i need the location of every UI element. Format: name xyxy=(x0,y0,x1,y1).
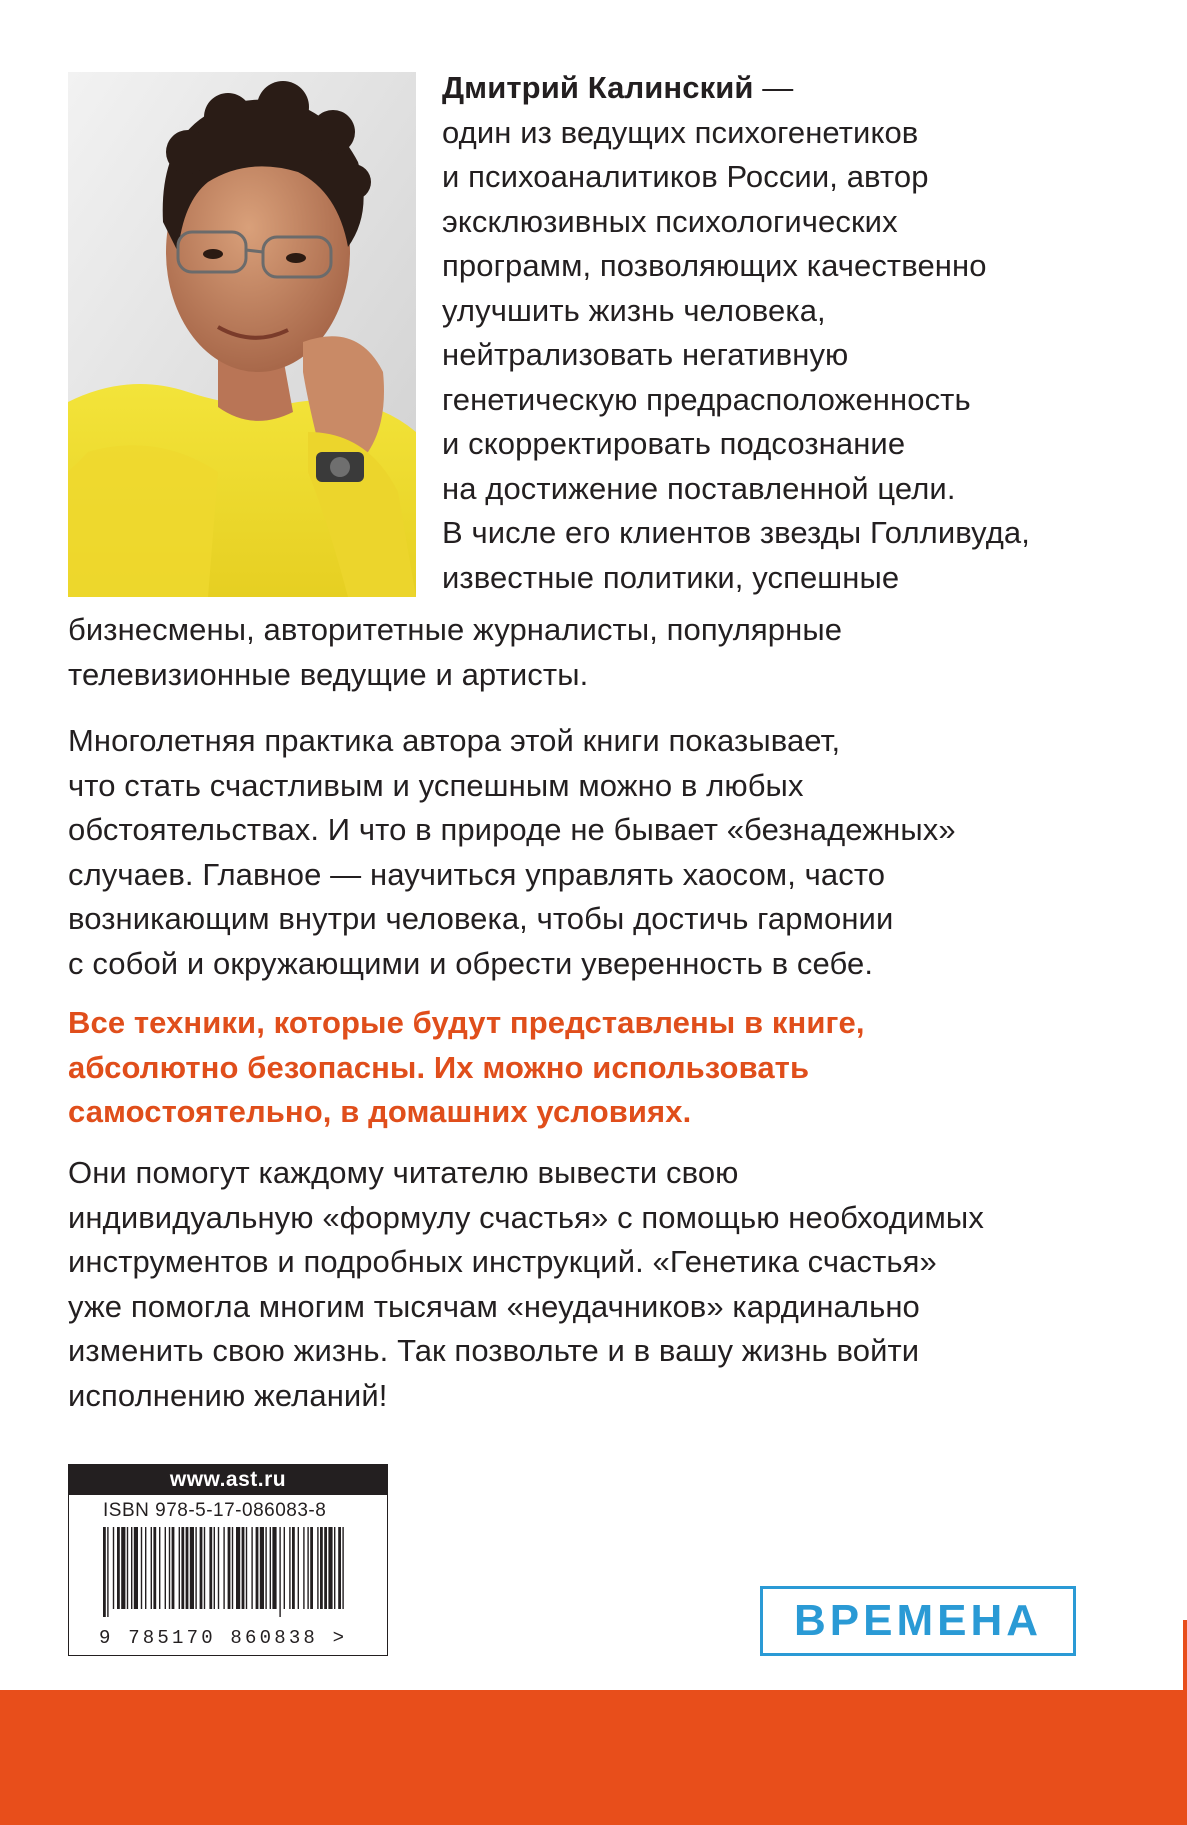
paragraph-line: обстоятельствах. И что в природе не бывает «безнадежных» xyxy=(68,812,956,847)
barcode-bar xyxy=(209,1527,212,1609)
bio-line: и психоаналитиков России, автор xyxy=(442,159,929,194)
bio-line: телевизионные ведущие и артисты. xyxy=(68,656,589,692)
paragraph-line: исполнению желаний! xyxy=(68,1377,388,1413)
barcode-bar xyxy=(127,1527,128,1609)
publisher-logo xyxy=(760,1586,1076,1656)
author-photo xyxy=(68,72,416,597)
barcode-bar xyxy=(223,1527,224,1609)
barcode-bar xyxy=(246,1527,247,1609)
barcode-bar xyxy=(260,1527,264,1609)
barcode-bar xyxy=(181,1527,184,1609)
barcode-bar xyxy=(169,1527,170,1609)
publisher-url: www.ast.ru xyxy=(69,1465,387,1495)
barcode-bar xyxy=(141,1527,142,1609)
barcode-bar xyxy=(303,1527,304,1609)
barcode-bar xyxy=(307,1527,308,1609)
barcode-bar xyxy=(103,1527,106,1617)
highlight-paragraph xyxy=(68,1001,1128,1135)
barcode-bars xyxy=(103,1527,353,1623)
author-bio-continued xyxy=(68,608,1128,697)
barcode-bar xyxy=(214,1527,215,1609)
paragraph-line: уже помогла многим тысячам «неудачников» кардинально xyxy=(68,1288,920,1324)
barcode-bar xyxy=(328,1527,332,1609)
highlight-line: Все техники, которые будут представлены в книге, xyxy=(68,1005,865,1040)
paragraph-line: случаев. Главное — научиться управлять хаосом, часто xyxy=(68,856,886,892)
barcode-bar xyxy=(195,1527,196,1609)
barcode-bar xyxy=(134,1527,138,1609)
barcode-bar xyxy=(151,1527,152,1609)
barcode-bar xyxy=(232,1527,233,1609)
barcode-bar xyxy=(324,1527,327,1609)
barcode-bar xyxy=(236,1527,240,1609)
barcode-bar xyxy=(284,1527,285,1609)
barcode-bar xyxy=(298,1527,299,1609)
author-bio-intro xyxy=(442,66,1132,600)
barcode-bar xyxy=(251,1527,252,1609)
author-name: Дмитрий Калинский xyxy=(442,70,754,105)
barcode-bar xyxy=(342,1527,343,1609)
barcode-bar xyxy=(242,1527,245,1609)
barcode-bar xyxy=(165,1527,166,1609)
paragraph-line: изменить свою жизнь. Так позвольте и в вашу жизнь войти xyxy=(68,1333,920,1368)
barcode-bar xyxy=(228,1527,231,1609)
isbn-barcode-block xyxy=(68,1464,388,1656)
barcode-bar xyxy=(265,1527,266,1609)
barcode-bar xyxy=(317,1527,318,1609)
publisher-logo-text: ВРЕМЕНА xyxy=(793,1596,1043,1645)
barcode-bar xyxy=(320,1527,323,1609)
bio-line: известные политики, успешные xyxy=(442,559,900,595)
barcode-bar xyxy=(256,1527,259,1609)
barcode-bar xyxy=(131,1527,132,1609)
barcode-bar xyxy=(338,1527,341,1609)
barcode-bar xyxy=(334,1527,335,1609)
barcode-bar xyxy=(289,1527,290,1609)
barcode-bar xyxy=(117,1527,120,1609)
bio-line: на достижение поставленной цели. xyxy=(442,470,956,506)
bio-line: генетическую предрасположенность xyxy=(442,381,971,417)
barcode-bar xyxy=(145,1527,146,1609)
barcode-bar xyxy=(159,1527,160,1609)
paragraph-line: индивидуальную «формулу счастья» с помощью необходимых xyxy=(68,1199,984,1235)
bio-line: и скорректировать подсознание xyxy=(442,426,906,461)
paragraph-line: Многолетняя практика автора этой книги показывает, xyxy=(68,723,841,758)
bio-line: один из ведущих психогенетиков xyxy=(442,114,919,150)
barcode-bar xyxy=(292,1527,295,1609)
barcode-bar xyxy=(200,1527,203,1609)
bio-line: программ, позволяющих качественно xyxy=(442,248,987,283)
bio-line: эксклюзивных психологических xyxy=(442,203,898,239)
highlight-line: самостоятельно, в домашних условиях. xyxy=(68,1094,692,1129)
barcode-bar xyxy=(218,1527,219,1609)
bottom-color-band xyxy=(0,1690,1187,1825)
paragraph-line: возникающим внутри человека, чтобы достичь гармонии xyxy=(68,901,894,936)
paragraph-line: что стать счастливым и успешным можно в любых xyxy=(68,767,804,803)
isbn-label: ISBN 978-5-17-086083-8 xyxy=(103,1500,327,1521)
paragraph-line: инструментов и подробных инструкций. «Генетика счастья» xyxy=(68,1244,937,1279)
barcode-bar xyxy=(204,1527,205,1609)
paragraph-line: с собой и окружающими и обрести уверенность в себе. xyxy=(68,945,874,981)
barcode-digits: 9 785170 860838 > xyxy=(99,1627,348,1649)
barcode-bar xyxy=(279,1527,280,1617)
highlight-line: абсолютно безопасны. Их можно использовать xyxy=(68,1049,810,1085)
barcode-bar xyxy=(272,1527,276,1609)
author-name-dash: — xyxy=(753,70,794,105)
cover-edge-strip xyxy=(1183,1620,1187,1700)
barcode-bar xyxy=(121,1527,125,1609)
practice-paragraph xyxy=(68,719,1128,986)
barcode-bar xyxy=(190,1527,194,1609)
barcode-bar xyxy=(172,1527,175,1609)
bio-line: В числе его клиентов звезды Голливуда, xyxy=(442,515,1030,550)
barcode-bar xyxy=(107,1527,108,1617)
barcode-bar xyxy=(310,1527,313,1609)
bio-line: бизнесмены, авторитетные журналисты, популярные xyxy=(68,612,843,647)
barcode-bar xyxy=(113,1527,114,1609)
bio-line: улучшить жизнь человека, xyxy=(442,292,826,328)
barcode-bar xyxy=(270,1527,271,1609)
barcode-bar xyxy=(186,1527,189,1609)
barcode-bar xyxy=(179,1527,180,1609)
barcode-bar xyxy=(153,1527,156,1609)
formula-paragraph xyxy=(68,1151,1148,1418)
bio-line: нейтрализовать негативную xyxy=(442,337,849,372)
paragraph-line: Они помогут каждому читателю вывести свою xyxy=(68,1155,739,1190)
